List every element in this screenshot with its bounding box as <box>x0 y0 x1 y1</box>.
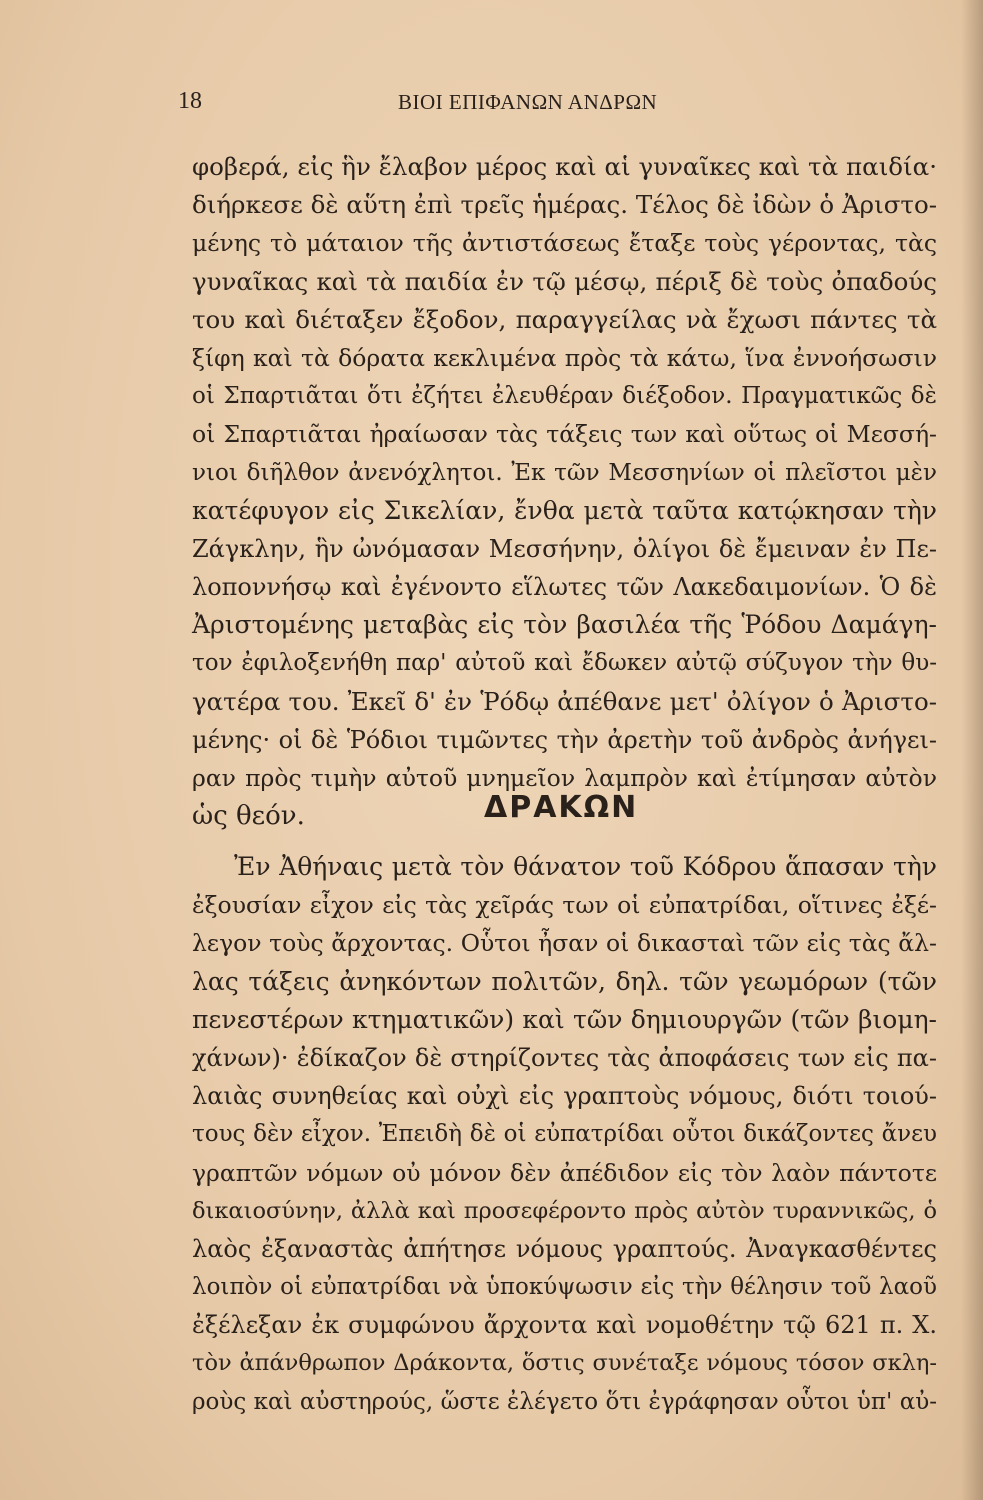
page-number: 18 <box>178 88 202 114</box>
text-line: ροὺς καὶ αὐστηρούς, ὥστε ἐλέγετο ὅτι ἐγράφησαν οὗτοι ὑπ' αὐ- <box>192 1388 937 1415</box>
text-line: νιοι διῆλθον ἀνενόχλητοι. Ἐκ τῶν Μεσσηνίων οἱ πλεῖστοι μὲν <box>192 459 937 486</box>
text-line: λας τάξεις ἀνηκόντων πολιτῶν, δηλ. τῶν γεωμόρων (τῶν <box>192 966 937 996</box>
text-line: λοποννήσῳ καὶ ἐγένοντο εἵλωτες τῶν Λακεδαιμονίων. Ὁ δὲ <box>192 573 937 602</box>
text-line: οἱ Σπαρτιᾶται ὅτι ἐζήτει ἐλευθέραν διέξοδον. Πραγματικῶς δὲ <box>192 383 937 410</box>
text-line: ραν πρὸς τιμὴν αὐτοῦ μνημεῖον λαμπρὸν καὶ ἐτίμησαν αὐτὸν <box>192 764 937 792</box>
text-line: δικαιοσύνην, ἀλλὰ καὶ προσεφέροντο πρὸς αὐτὸν τυραννικῶς, ὁ <box>192 1197 937 1224</box>
page-edge-shadow <box>961 0 983 1500</box>
text-line: γραπτῶν νόμων οὐ μόνον δὲν ἀπέδιδον εἰς τὸν λαὸν πάντοτε <box>192 1158 937 1187</box>
text-line: φοβερά, εἰς ἣν ἔλαβον μέρος καὶ αἱ γυναῖκες καὶ τὰ παιδία· <box>192 152 937 181</box>
text-line: γυναῖκας καὶ τὰ παιδία ἐν τῷ μέσῳ, πέριξ δὲ τοὺς ὀπαδούς <box>192 266 937 296</box>
text-line: διήρκεσε δὲ αὕτη ἐπὶ τρεῖς ἡμέρας. Τέλος δὲ ἰδὼν ὁ Ἀριστο- <box>192 190 937 220</box>
text-line: του καὶ διέταξεν ἔξοδον, παραγγείλας νὰ ἔχωσι πάντες τὰ <box>192 304 937 334</box>
text-line: οἱ Σπαρτιᾶται ἠραίωσαν τὰς τάξεις των καὶ οὕτως οἱ Μεσσή- <box>192 420 937 449</box>
text-line: ἐξέλεξαν ἐκ συμφώνου ἄρχοντα καὶ νομοθέτην τῷ 621 π. Χ. <box>192 1311 937 1340</box>
text-line: ὡς θεόν. <box>192 801 305 832</box>
text-line: μένης· οἱ δὲ Ῥόδιοι τιμῶντες τὴν ἀρετὴν τοῦ ἀνδρὸς ἀνήγει- <box>192 725 937 754</box>
paragraph-aristomenes <box>192 148 937 835</box>
paragraph-drakon <box>192 848 937 1421</box>
text-line: χάνων)· ἐδίκαζον δὲ στηρίζοντες τὰς ἀποφάσεις των εἰς πα- <box>192 1043 937 1072</box>
text-line: ἐξουσίαν εἶχον εἰς τὰς χεῖράς των οἱ εὐπατρίδαι, οἵτινες ἐξέ- <box>192 891 937 920</box>
text-line: τὸν ἀπάνθρωπον Δράκοντα, ὅστις συνέταξε νόμους τόσον σκλη- <box>192 1350 937 1377</box>
text-line: γατέρα του. Ἐκεῖ δ' ἐν Ῥόδῳ ἀπέθανε μετ' ὀλίγον ὁ Ἀριστο- <box>192 686 937 716</box>
text-line: κατέφυγον εἰς Σικελίαν, ἔνθα μετὰ ταῦτα κατῴκησαν τὴν <box>192 495 937 525</box>
text-line: λεγον τοὺς ἄρχοντας. Οὗτοι ἦσαν οἱ δικασταὶ τῶν εἰς τὰς ἄλ- <box>192 929 937 958</box>
text-line: τους δὲν εἶχον. Ἐπειδὴ δὲ οἱ εὐπατρίδαι οὗτοι δικάζοντες ἄνευ <box>192 1121 937 1148</box>
text-line: Ζάγκλην, ἣν ὠνόμασαν Μεσσήνην, ὀλίγοι δὲ ἔμειναν ἐν Πε- <box>192 534 937 563</box>
text-line: Ἐν Ἀθήναις μετὰ τὸν θάνατον τοῦ Κόδρου ἅπασαν τὴν <box>234 852 937 881</box>
text-line: λαὸς ἐξαναστὰς ἀπήτησε νόμους γραπτούς. Ἀναγκασθέντες <box>192 1234 937 1263</box>
text-line: λοιπὸν οἱ εὐπατρίδαι νὰ ὑποκύψωσιν εἰς τὴν θέλησιν τοῦ λαοῦ <box>192 1274 937 1301</box>
text-line: τον ἐφιλοξενήθη παρ' αὐτοῦ καὶ ἔδωκεν αὐτῷ σύζυγον τὴν θυ- <box>192 650 937 677</box>
text-line: Ἀριστομένης μεταβὰς εἰς τὸν βασιλέα τῆς Ῥόδου Δαμάγη- <box>192 610 937 640</box>
page-header <box>178 88 738 122</box>
section-heading: ΔΡΑΚΩΝ <box>484 790 639 825</box>
text-line: πενεστέρων κτηματικῶν) καὶ τῶν δημιουργῶν (τῶν βιομη- <box>192 1004 937 1034</box>
text-line: μένης τὸ μάταιον τῆς ἀντιστάσεως ἔταξε τοὺς γέροντας, τὰς <box>192 229 937 258</box>
text-line: ξίφη καὶ τὰ δόρατα κεκλιμένα πρὸς τὰ κάτω, ἵνα ἐννοήσωσιν <box>192 343 937 372</box>
running-title: ΒΙΟΙ ΕΠΙΦΑΝΩΝ ΑΝΔΡΩΝ <box>398 90 658 114</box>
text-line: λαιὰς συνηθείας καὶ οὐχὶ εἰς γραπτοὺς νόμους, διότι τοιού- <box>192 1082 937 1111</box>
